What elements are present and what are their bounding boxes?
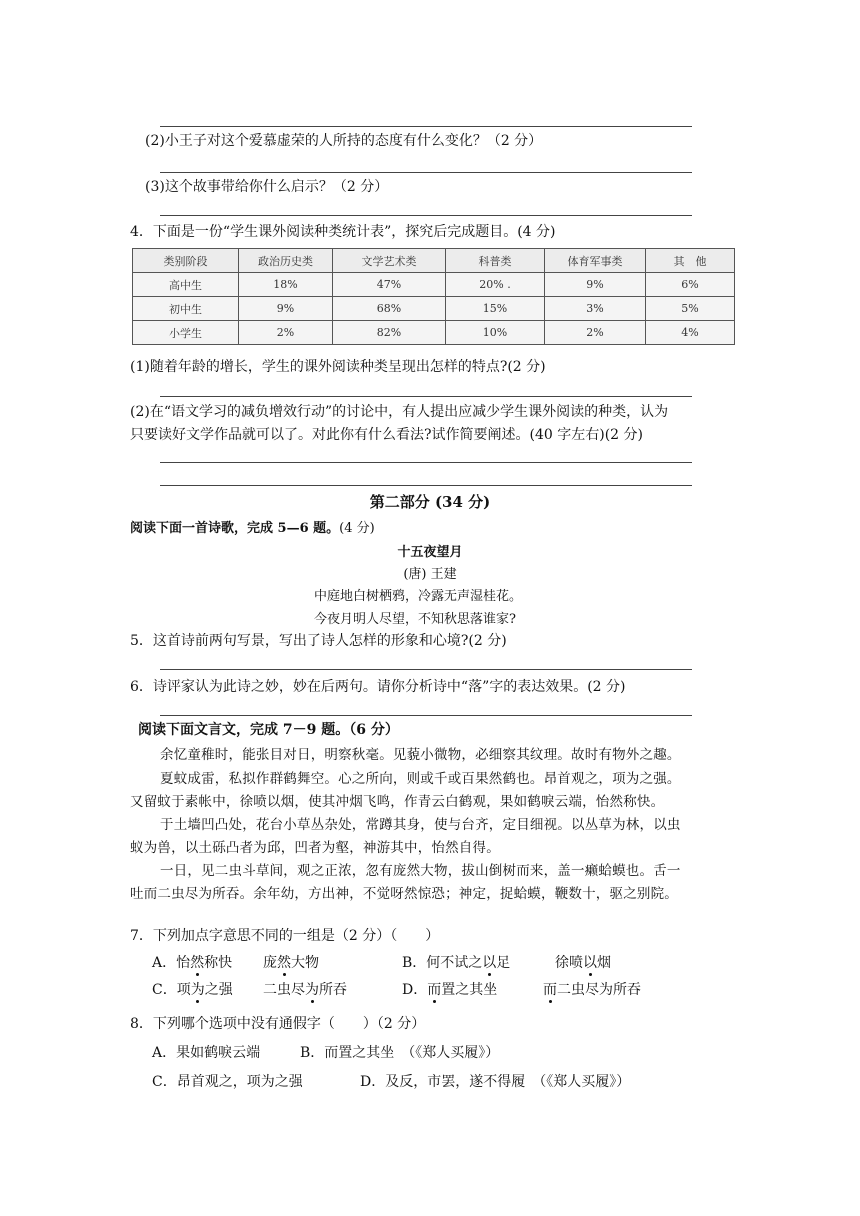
- answer-line[interactable]: [160, 715, 692, 716]
- dotted-char: 为: [305, 982, 319, 998]
- q7-option-d-pair: [543, 979, 641, 999]
- option-text: 何不试之: [426, 955, 483, 971]
- classical-paragraph: 夏蚊成雷，私拟作群鹤舞空。心之所向，则或千或百果然鹤也。昂首观之，项为之强。: [160, 771, 681, 787]
- q5-stem: 5．这首诗前两句写景，写出了诗人怎样的形象和心境?(2 分): [130, 633, 507, 649]
- header-cell: 政治历史类: [239, 249, 333, 273]
- option-text: 项: [176, 982, 191, 998]
- table-cell: 6%: [646, 273, 735, 297]
- option-text: 庞: [263, 955, 277, 971]
- table-cell: 47%: [333, 273, 446, 297]
- table-row: [133, 273, 735, 297]
- option-text: 之强: [204, 982, 233, 998]
- dotted-char: 而: [427, 982, 442, 998]
- table-cell: 小学生: [133, 321, 239, 345]
- q8-option-b[interactable]: B．而置之其坐 （《郑人买履》）: [300, 1045, 500, 1061]
- table-cell: 高中生: [133, 273, 239, 297]
- q3-sub3: (3)这个故事带给你什么启示？（2 分）: [145, 179, 389, 195]
- option-text: 足: [496, 955, 511, 971]
- table-cell: 20% .: [446, 273, 545, 297]
- option-text: 大物: [291, 955, 319, 971]
- classical-paragraph: 于土墙凹凸处，花台小草丛杂处，常蹲其身，使与台齐，定目细视。以丛草为林，以虫: [160, 817, 681, 833]
- option-text: 二虫尽为所吞: [557, 982, 641, 998]
- classical-paragraph: 余忆童稚时，能张目对日，明察秋毫。见藐小微物，必细察其纹理。故时有物外之趣。: [160, 747, 681, 763]
- q4-sub2-line2: 只要读好文学作品就可以了。对此你有什么看法?试作简要阐述。(40 字左右)(2 分): [130, 427, 643, 443]
- q8-option-d[interactable]: D．及反，市罢，遂不得履 （《郑人买履》）: [360, 1074, 631, 1090]
- dotted-char: 为: [190, 982, 205, 998]
- q8-option-a[interactable]: A．果如鹤唳云端: [152, 1045, 261, 1061]
- table-row: [133, 297, 735, 321]
- option-text: 徐喷: [555, 955, 583, 971]
- option-label: A．: [152, 955, 177, 971]
- answer-line[interactable]: [160, 396, 692, 397]
- header-cell: 体育军事类: [545, 249, 646, 273]
- option-text: 烟: [597, 955, 611, 971]
- poem-author: (唐) 王建: [403, 567, 457, 582]
- q7-option-c[interactable]: [152, 979, 233, 999]
- classical-paragraph: 一日，见二虫斗草间，观之正浓，忽有庞然大物，拔山倒树而来，盖一癞蛤蟆也。舌一: [160, 863, 681, 879]
- poem-line-1: 中庭地白树栖鸦，冷露无声湿桂花。: [314, 589, 523, 604]
- option-text: 所吞: [319, 982, 347, 998]
- dotted-char: 以: [583, 955, 597, 971]
- table-cell: 15%: [446, 297, 545, 321]
- table-cell: 5%: [646, 297, 735, 321]
- q7-option-c-pair: [263, 979, 347, 999]
- poem-title: 十五夜望月: [397, 545, 463, 560]
- poem-line-2: 今夜月明人尽望，不知秋思落谁家?: [314, 612, 516, 627]
- part2-intro: [130, 517, 375, 536]
- table-cell: 2%: [545, 321, 646, 345]
- answer-line[interactable]: [160, 485, 692, 486]
- table-header-row: [133, 249, 735, 273]
- table-cell: 初中生: [133, 297, 239, 321]
- table-cell: 9%: [545, 273, 646, 297]
- table-row: [133, 321, 735, 345]
- q7-option-b-pair: [555, 952, 611, 972]
- q7-option-d[interactable]: [402, 979, 497, 999]
- header-cell: 科普类: [446, 249, 545, 273]
- table-cell: 4%: [646, 321, 735, 345]
- q7-option-b[interactable]: [402, 952, 510, 972]
- q4-stem: 4．下面是一份“学生课外阅读种类统计表”，探究后完成题目。(4 分): [130, 224, 556, 240]
- q8-stem: 8．下列哪个选项中没有通假字（ ）（2 分）: [130, 1016, 426, 1032]
- table-cell: 9%: [239, 297, 333, 321]
- answer-line[interactable]: [160, 215, 692, 216]
- q6-stem: 6．诗评家认为此诗之妙，妙在后两句。请你分析诗中“落”字的表达效果。(2 分): [130, 679, 626, 695]
- q4-sub2-line1: (2)在“语文学习的减负增效行动”的讨论中，有人提出应减少学生课外阅读的种类，认为: [130, 404, 669, 420]
- part2-title: 第二部分 (34 分): [369, 493, 491, 511]
- dotted-char: 然: [277, 955, 291, 971]
- option-text: 称快: [204, 955, 233, 971]
- table-cell: 82%: [333, 321, 446, 345]
- option-label: C．: [152, 982, 177, 998]
- option-text: 置之其坐: [441, 982, 498, 998]
- table-cell: 3%: [545, 297, 646, 321]
- classical-paragraph: 吐而二虫尽为所吞。余年幼，方出神，不觉呀然惊恐；神定，捉蛤蟆，鞭数十，驱之别院。: [130, 886, 678, 902]
- q8-option-c[interactable]: C．昂首观之，项为之强: [152, 1074, 303, 1090]
- header-cell: 其 他: [646, 249, 735, 273]
- table-cell: 18%: [239, 273, 333, 297]
- q4-sub1: (1)随着年龄的增长，学生的课外阅读种类呈现出怎样的特点?(2 分): [130, 359, 546, 375]
- dotted-char: 以: [482, 955, 497, 971]
- table-cell: 2%: [239, 321, 333, 345]
- header-cell: 文学艺术类: [333, 249, 446, 273]
- table-cell: 68%: [333, 297, 446, 321]
- answer-line[interactable]: [160, 462, 692, 463]
- option-text: 二虫尽: [263, 982, 305, 998]
- part2-intro-score: (4 分): [339, 521, 375, 536]
- classical-paragraph: 又留蚊于素帐中，徐喷以烟，使其冲烟飞鸣，作青云白鹤观，果如鹤唳云端，怡然称快。: [130, 794, 665, 810]
- option-label: D．: [402, 982, 428, 998]
- q7-option-a-pair: [263, 952, 319, 972]
- answer-line[interactable]: [160, 669, 692, 670]
- answer-line[interactable]: [160, 126, 692, 127]
- header-cell: 类别阶段: [133, 249, 239, 273]
- q3-sub2: (2)小王子对这个爱慕虚荣的人所持的态度有什么变化？（2 分）: [145, 133, 543, 149]
- option-label: B．: [402, 955, 427, 971]
- reading-stats-table: [132, 248, 735, 345]
- classical-paragraph: 蚁为兽，以土砾凸者为邱，凹者为壑，神游其中，怡然自得。: [130, 840, 500, 856]
- dotted-char: 而: [543, 982, 557, 998]
- classical-intro: 阅读下面文言文，完成 7－9 题。（6 分）: [138, 722, 399, 738]
- answer-line[interactable]: [160, 172, 692, 173]
- q7-option-a[interactable]: [152, 952, 232, 972]
- option-text: 怡: [176, 955, 191, 971]
- q7-stem: 7．下列加点字意思不同的一组是（2 分）（ ）: [130, 928, 440, 944]
- dotted-char: 然: [190, 955, 205, 971]
- table-cell: 10%: [446, 321, 545, 345]
- part2-intro-text: 阅读下面一首诗歌，完成 5—6 题。: [130, 521, 340, 536]
